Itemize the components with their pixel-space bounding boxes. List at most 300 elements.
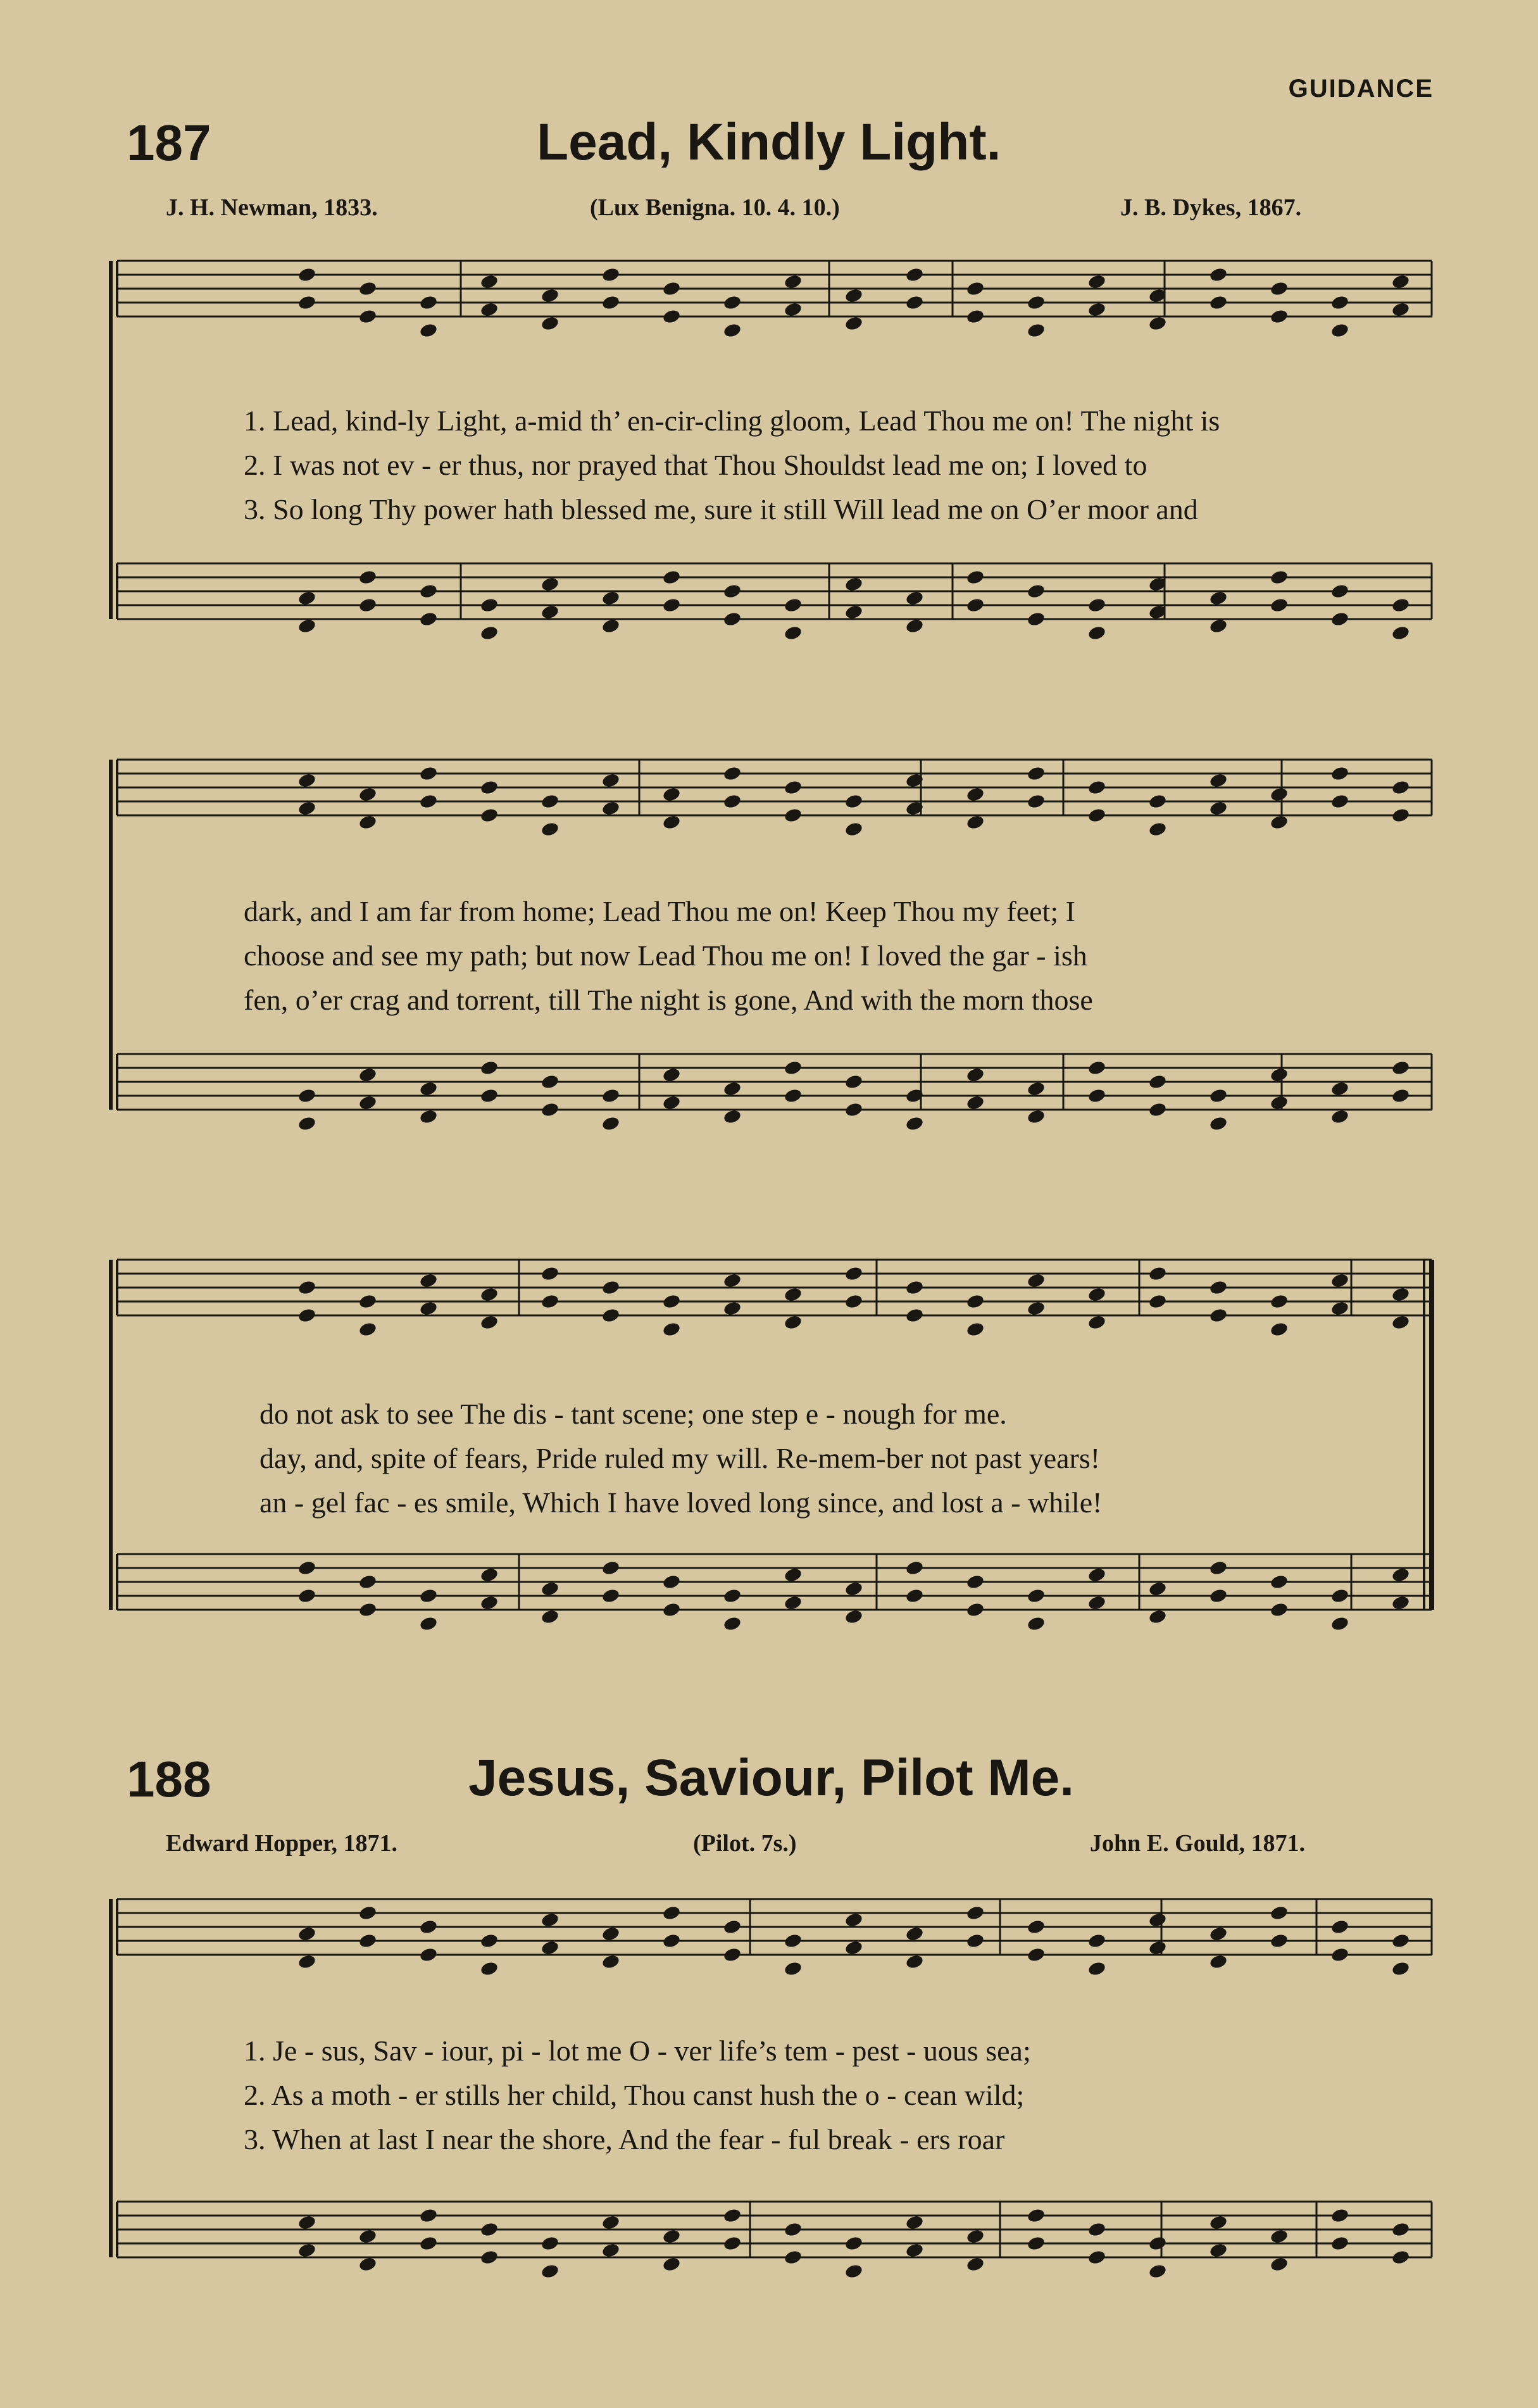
note-head <box>358 597 378 613</box>
note-head <box>419 1615 439 1632</box>
note-head <box>1391 273 1411 290</box>
note-head <box>1148 315 1168 332</box>
note-head <box>297 618 317 634</box>
note-head <box>1087 1567 1107 1583</box>
note-head <box>1148 1608 1168 1625</box>
note-head <box>297 1279 317 1296</box>
note-head <box>966 1293 985 1310</box>
note-head <box>419 765 439 782</box>
note-head <box>1330 1588 1350 1604</box>
note-head <box>844 315 864 332</box>
note-head <box>480 1060 499 1076</box>
note-head <box>844 793 864 810</box>
note-head <box>662 1293 682 1310</box>
note-head <box>905 267 925 283</box>
note-head <box>1209 800 1229 817</box>
note-head <box>1209 294 1229 311</box>
tune-credit: (Pilot. 7s.) <box>693 1830 797 1857</box>
note-head <box>1391 625 1411 641</box>
note-head <box>844 1074 864 1090</box>
note-head <box>601 1115 621 1132</box>
note-head <box>297 1588 317 1604</box>
note-head <box>1270 2256 1289 2273</box>
note-head <box>419 611 439 627</box>
note-head <box>1087 1595 1107 1611</box>
note-head <box>1209 1279 1229 1296</box>
note-head <box>723 294 742 311</box>
hymn-number: 188 <box>127 1751 211 1807</box>
note-head <box>905 590 925 606</box>
note-head <box>601 2242 621 2259</box>
note-head <box>358 1602 378 1618</box>
note-head <box>419 2207 439 2224</box>
note-head <box>1087 779 1107 796</box>
note-head <box>662 814 682 831</box>
note-head <box>1330 611 1350 627</box>
note-head <box>1270 597 1289 613</box>
note-head <box>662 308 682 325</box>
note-head <box>480 2249 499 2266</box>
note-head <box>297 1115 317 1132</box>
note-head <box>419 294 439 311</box>
note-head <box>358 1067 378 1083</box>
note-head <box>1027 2207 1046 2224</box>
note-head <box>966 1574 985 1590</box>
lyric-line: day, and, spite of fears, Pride ruled my will. Re-mem-ber not past years! <box>259 1442 1101 1474</box>
note-head <box>784 2221 803 2238</box>
note-head <box>844 1293 864 1310</box>
note-head <box>601 590 621 606</box>
note-head <box>723 1108 742 1125</box>
note-head <box>905 294 925 311</box>
note-head <box>1330 2235 1350 2252</box>
note-head <box>1148 793 1168 810</box>
lyric-line: 3. When at last I near the shore, And the fear - ful break - ers roar <box>244 2123 1005 2155</box>
note-head <box>1027 765 1046 782</box>
note-head <box>1209 1115 1229 1132</box>
note-head <box>784 1933 803 1949</box>
note-head <box>1391 1960 1411 1977</box>
note-head <box>419 1272 439 1289</box>
note-head <box>541 1940 560 1956</box>
note-head <box>1270 1574 1289 1590</box>
note-head <box>358 569 378 586</box>
note-head <box>1027 322 1046 339</box>
note-head <box>480 807 499 824</box>
note-head <box>784 301 803 318</box>
note-head <box>541 793 560 810</box>
note-head <box>723 793 742 810</box>
note-head <box>541 1101 560 1118</box>
note-head <box>1209 1307 1229 1324</box>
note-head <box>1087 273 1107 290</box>
note-head <box>1270 1905 1289 1921</box>
note-head <box>662 2228 682 2245</box>
note-head <box>1270 280 1289 297</box>
note-head <box>784 1286 803 1303</box>
note-head <box>905 1560 925 1576</box>
note-head <box>723 611 742 627</box>
note-head <box>601 2214 621 2231</box>
note-head <box>1330 1919 1350 1935</box>
lyric-line: 3. So long Thy power hath blessed me, sure it still Will lead me on O’er moor and <box>244 493 1198 525</box>
section-label: GUIDANCE <box>1288 75 1434 103</box>
note-head <box>1330 793 1350 810</box>
note-head <box>297 800 317 817</box>
note-head <box>358 786 378 803</box>
note-head <box>1330 1081 1350 1097</box>
note-head <box>844 604 864 620</box>
note-head <box>1270 814 1289 831</box>
note-head <box>480 1314 499 1331</box>
note-head <box>966 569 985 586</box>
hymn-number: 187 <box>127 115 211 171</box>
note-head <box>784 2249 803 2266</box>
note-head <box>1087 625 1107 641</box>
note-head <box>784 1960 803 1977</box>
note-head <box>1330 1300 1350 1317</box>
note-head <box>1270 1293 1289 1310</box>
note-head <box>419 1300 439 1317</box>
note-head <box>541 1293 560 1310</box>
note-head <box>723 2235 742 2252</box>
note-head <box>1330 1615 1350 1632</box>
note-head <box>601 800 621 817</box>
lyric-line: an - gel fac - es smile, Which I have loved long since, and lost a - while! <box>259 1486 1103 1519</box>
note-head <box>1270 308 1289 325</box>
lyric-line: 1. Lead, kind-ly Light, a-mid th’ en-cir-cling gloom, Lead Thou me on! The night is <box>244 404 1220 437</box>
note-head <box>541 604 560 620</box>
lyric-line: 1. Je - sus, Sav - iour, pi - lot me O - ver life’s tem - pest - uous sea; <box>244 2035 1031 2067</box>
note-head <box>480 1286 499 1303</box>
note-head <box>1330 1108 1350 1125</box>
note-head <box>844 1581 864 1597</box>
note-head <box>1270 1602 1289 1618</box>
note-head <box>358 280 378 297</box>
note-head <box>480 779 499 796</box>
note-head <box>480 625 499 641</box>
note-head <box>662 1321 682 1338</box>
note-head <box>1087 1060 1107 1076</box>
note-head <box>1027 2235 1046 2252</box>
note-head <box>662 1905 682 1921</box>
note-head <box>601 294 621 311</box>
note-head <box>966 280 985 297</box>
note-head <box>541 576 560 593</box>
note-head <box>1391 1060 1411 1076</box>
note-head <box>1330 1947 1350 1963</box>
note-head <box>723 1081 742 1097</box>
note-head <box>1027 793 1046 810</box>
note-head <box>1148 1293 1168 1310</box>
note-head <box>419 1108 439 1125</box>
note-head <box>784 625 803 641</box>
note-head <box>662 1933 682 1949</box>
lyric-line: fen, o’er crag and torrent, till The night is gone, And with the morn those <box>244 984 1093 1016</box>
note-head <box>1330 294 1350 311</box>
note-head <box>1148 1912 1168 1928</box>
note-head <box>601 267 621 283</box>
note-head <box>1027 1081 1046 1097</box>
note-head <box>1391 2221 1411 2238</box>
note-head <box>723 1272 742 1289</box>
note-head <box>662 2256 682 2273</box>
note-head <box>1391 779 1411 796</box>
note-head <box>541 1581 560 1597</box>
note-head <box>1209 590 1229 606</box>
music-credit: John E. Gould, 1871. <box>1090 1830 1305 1857</box>
note-head <box>784 1088 803 1104</box>
note-head <box>1209 1560 1229 1576</box>
note-head <box>784 1595 803 1611</box>
note-head <box>1209 2242 1229 2259</box>
note-head <box>966 1905 985 1921</box>
note-head <box>358 814 378 831</box>
note-head <box>1391 1314 1411 1331</box>
lyric-line: 2. As a moth - er stills her child, Thou canst hush the o - cean wild; <box>244 2079 1025 2111</box>
note-head <box>601 1953 621 1970</box>
note-head <box>844 1912 864 1928</box>
note-head <box>358 1293 378 1310</box>
note-head <box>541 1912 560 1928</box>
note-head <box>541 1074 560 1090</box>
note-head <box>419 1919 439 1935</box>
note-head <box>1087 1960 1107 1977</box>
note-head <box>1087 2221 1107 2238</box>
note-head <box>1148 1581 1168 1597</box>
note-head <box>358 1321 378 1338</box>
note-head <box>541 287 560 304</box>
note-head <box>905 1926 925 1942</box>
note-head <box>784 1060 803 1076</box>
note-head <box>541 315 560 332</box>
note-head <box>1330 322 1350 339</box>
note-head <box>905 1588 925 1604</box>
note-head <box>541 821 560 837</box>
note-head <box>480 597 499 613</box>
note-head <box>480 1088 499 1104</box>
note-head <box>723 583 742 599</box>
note-head <box>966 1933 985 1949</box>
note-head <box>480 2221 499 2238</box>
note-head <box>844 2235 864 2252</box>
note-head <box>662 569 682 586</box>
note-head <box>1270 1094 1289 1111</box>
note-head <box>480 1960 499 1977</box>
note-head <box>1027 1615 1046 1632</box>
note-head <box>601 1588 621 1604</box>
note-head <box>723 1919 742 1935</box>
note-head <box>1027 1919 1046 1935</box>
note-head <box>966 1321 985 1338</box>
note-head <box>601 1279 621 1296</box>
note-head <box>1148 1101 1168 1118</box>
note-head <box>358 1933 378 1949</box>
note-head <box>358 2228 378 2245</box>
music-credit: J. B. Dykes, 1867. <box>1120 194 1302 221</box>
note-head <box>541 1608 560 1625</box>
note-head <box>784 273 803 290</box>
note-head <box>1270 1933 1289 1949</box>
note-head <box>723 322 742 339</box>
note-head <box>1087 597 1107 613</box>
note-head <box>1027 1947 1046 1963</box>
note-head <box>1209 1953 1229 1970</box>
note-head <box>419 583 439 599</box>
note-head <box>723 1615 742 1632</box>
note-head <box>1087 1088 1107 1104</box>
note-head <box>297 1307 317 1324</box>
note-head <box>966 2256 985 2273</box>
note-head <box>541 2263 560 2279</box>
note-head <box>297 2214 317 2231</box>
lyric-line: choose and see my path; but now Lead Thou me on! I loved the gar - ish <box>244 939 1087 972</box>
note-head <box>844 1608 864 1625</box>
note-head <box>358 2256 378 2273</box>
note-head <box>1330 765 1350 782</box>
note-head <box>723 765 742 782</box>
note-head <box>905 1307 925 1324</box>
note-head <box>1391 301 1411 318</box>
note-head <box>601 618 621 634</box>
note-head <box>905 2214 925 2231</box>
note-head <box>1148 1940 1168 1956</box>
note-head <box>419 1947 439 1963</box>
note-head <box>1391 1933 1411 1949</box>
note-head <box>1087 807 1107 824</box>
note-head <box>1148 1265 1168 1282</box>
note-head <box>1087 301 1107 318</box>
note-head <box>297 1953 317 1970</box>
note-head <box>1270 786 1289 803</box>
note-head <box>905 1953 925 1970</box>
note-head <box>480 273 499 290</box>
note-head <box>784 807 803 824</box>
note-head <box>601 1088 621 1104</box>
note-head <box>1391 1595 1411 1611</box>
note-head <box>1270 2228 1289 2245</box>
note-head <box>905 1279 925 1296</box>
note-head <box>1330 583 1350 599</box>
note-head <box>297 590 317 606</box>
note-head <box>297 1088 317 1104</box>
note-head <box>966 814 985 831</box>
note-head <box>297 1560 317 1576</box>
note-head <box>1087 1933 1107 1949</box>
tune-credit: (Lux Benigna. 10. 4. 10.) <box>590 194 840 221</box>
note-head <box>1148 2235 1168 2252</box>
note-head <box>784 779 803 796</box>
note-head <box>1391 1286 1411 1303</box>
note-head <box>480 301 499 318</box>
note-head <box>297 2242 317 2259</box>
note-head <box>1027 294 1046 311</box>
note-head <box>297 772 317 789</box>
note-head <box>844 1265 864 1282</box>
note-head <box>1391 2249 1411 2266</box>
note-head <box>1270 1321 1289 1338</box>
note-head <box>966 2228 985 2245</box>
note-head <box>1209 1088 1229 1104</box>
words-credit: J. H. Newman, 1833. <box>166 194 378 221</box>
note-head <box>844 576 864 593</box>
note-head <box>723 2207 742 2224</box>
note-head <box>358 1094 378 1111</box>
note-head <box>1270 1067 1289 1083</box>
note-head <box>480 1595 499 1611</box>
note-head <box>966 1094 985 1111</box>
note-head <box>1270 569 1289 586</box>
note-head <box>662 786 682 803</box>
note-head <box>1148 2263 1168 2279</box>
note-head <box>662 1094 682 1111</box>
note-head <box>1391 1567 1411 1583</box>
note-head <box>1209 1926 1229 1942</box>
note-head <box>358 1905 378 1921</box>
note-head <box>419 1081 439 1097</box>
note-head <box>480 1933 499 1949</box>
note-head <box>1209 772 1229 789</box>
note-head <box>358 308 378 325</box>
note-head <box>784 1314 803 1331</box>
note-head <box>844 1101 864 1118</box>
note-head <box>541 2235 560 2252</box>
note-head <box>966 308 985 325</box>
note-head <box>601 772 621 789</box>
words-credit: Edward Hopper, 1871. <box>166 1830 397 1857</box>
note-head <box>966 1602 985 1618</box>
note-head <box>1391 1088 1411 1104</box>
note-head <box>419 2235 439 2252</box>
note-head <box>1209 2214 1229 2231</box>
note-head <box>966 1067 985 1083</box>
note-head <box>662 1067 682 1083</box>
note-head <box>844 287 864 304</box>
note-head <box>1209 267 1229 283</box>
note-head <box>784 597 803 613</box>
note-head <box>662 280 682 297</box>
note-head <box>1330 2207 1350 2224</box>
note-head <box>1087 1286 1107 1303</box>
note-head <box>723 1947 742 1963</box>
note-head <box>662 597 682 613</box>
note-head <box>358 1574 378 1590</box>
note-head <box>784 1567 803 1583</box>
note-head <box>1330 1272 1350 1289</box>
note-head <box>419 322 439 339</box>
note-head <box>297 267 317 283</box>
note-head <box>297 1926 317 1942</box>
note-head <box>1027 583 1046 599</box>
note-head <box>1027 1272 1046 1289</box>
note-head <box>905 618 925 634</box>
note-head <box>1209 618 1229 634</box>
note-head <box>905 1115 925 1132</box>
note-head <box>1027 1108 1046 1125</box>
note-head <box>601 1307 621 1324</box>
note-head <box>297 294 317 311</box>
lyric-line: do not ask to see The dis - tant scene; one step e - nough for me. <box>259 1398 1007 1430</box>
note-head <box>966 786 985 803</box>
note-head <box>601 1560 621 1576</box>
note-head <box>1087 1314 1107 1331</box>
lyric-line: 2. I was not ev - er thus, nor prayed that Thou Shouldst lead me on; I loved to <box>244 449 1147 481</box>
note-head <box>662 1602 682 1618</box>
hymn-title: Lead, Kindly Light. <box>537 113 1001 171</box>
note-head <box>844 821 864 837</box>
note-head <box>1087 2249 1107 2266</box>
note-head <box>1148 821 1168 837</box>
